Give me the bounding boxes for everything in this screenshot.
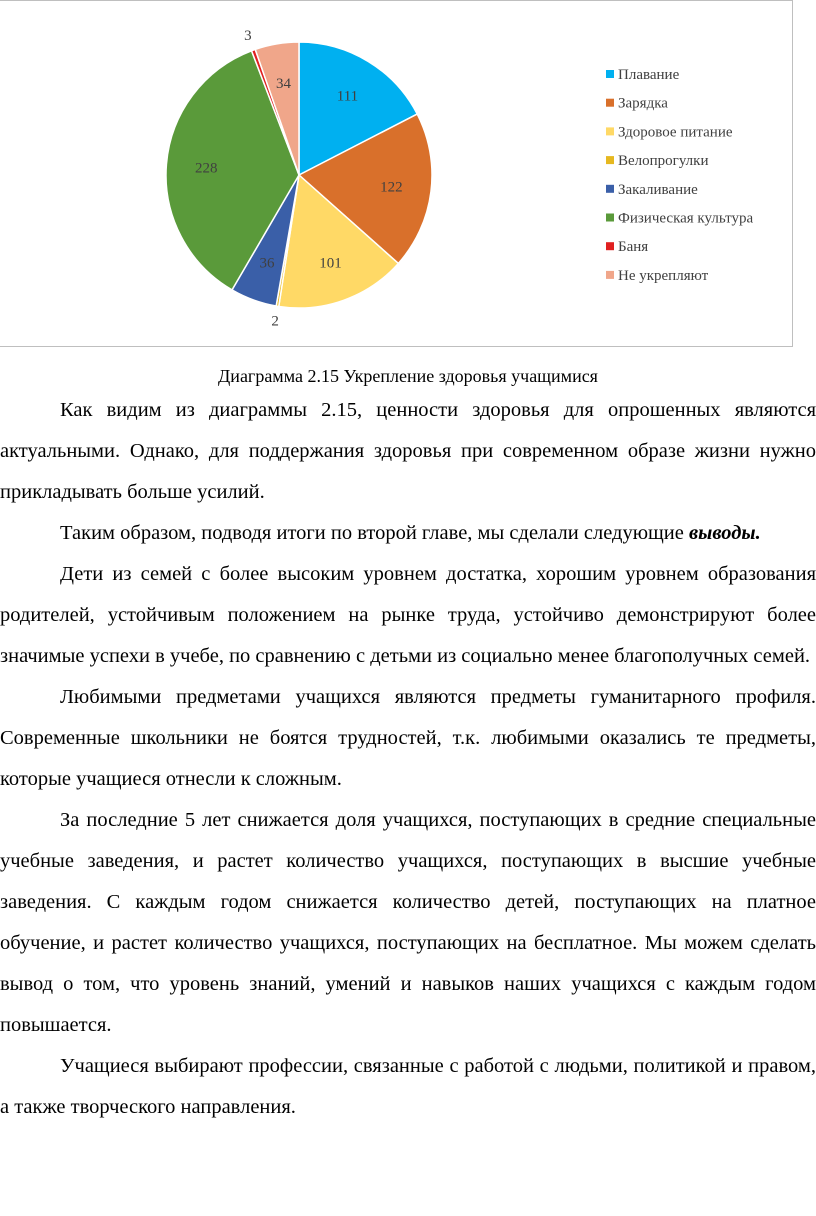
legend-swatch-велопрогулки (606, 156, 614, 164)
paragraph-2 (0, 513, 816, 554)
body-text (0, 390, 816, 1128)
paragraph-1: Как видим из диаграммы 2.15, ценности здоровья для опрошенных являются актуальными. Однако, для поддержания здоровья при современном образе жизни нужно прикладывать больше усилий. (0, 399, 816, 503)
legend-label-зарядка: Зарядка (618, 95, 668, 112)
legend-label-велопрогулки: Велопрогулки (618, 153, 709, 170)
legend-swatch-физическая-культура (606, 214, 614, 222)
legend-swatch-плавание (606, 70, 614, 78)
paragraph-3: Дети из семей с более высоким уровнем достатка, хорошим уровнем образования родителей, устойчивым положением на рынке труда, устойчиво демонстрируют более значимые успехи в учебе, по сравнению с детьми из социально менее благополучных семей. (0, 563, 816, 667)
legend-label-не-укрепляют: Не укрепляют (618, 267, 709, 284)
conclusions-word: выводы. (689, 522, 761, 544)
chart-container (0, 0, 793, 347)
chart-caption: Диаграмма 2.15 Укрепление здоровья учащимися (218, 366, 598, 386)
data-label-здоровое-питание: 101 (319, 255, 342, 272)
legend-label-здоровое-питание: Здоровое питание (618, 124, 733, 141)
paragraph-5: За последние 5 лет снижается доля учащихся, поступающих в средние специальные учебные заведения, и растет количество учащихся, поступающих в высшие учебные заведения. С каждым годом снижается количество детей, поступающих на платное обучение, и растет количество учащихся, поступающих на бесплатное. Мы можем сделать вывод о том, что уровень знаний, умений и навыков наших учащихся с каждым годом повышается. (0, 809, 816, 1036)
legend-label-физическая-культура: Физическая культура (618, 210, 754, 227)
legend-swatch-не-укрепляют (606, 271, 614, 279)
data-label-велопрогулки: 2 (271, 313, 279, 330)
legend-label-баня: Баня (618, 239, 649, 256)
data-label-баня: 3 (244, 28, 252, 45)
data-label-плавание: 111 (336, 88, 359, 105)
data-label-зарядка: 122 (380, 179, 403, 196)
legend-label-закаливание: Закаливание (618, 181, 698, 198)
data-label-закаливание: 36 (259, 255, 275, 272)
legend-label-плавание: Плавание (618, 67, 680, 83)
legend-swatch-здоровое-питание (606, 127, 614, 135)
pie-chart (0, 1, 793, 348)
data-label-не-укрепляют: 34 (275, 76, 291, 93)
legend-swatch-баня (606, 242, 614, 250)
paragraph-2-text: Таким образом, подводя итоги по второй главе, мы сделали следующие (60, 522, 690, 544)
legend-swatch-зарядка (606, 99, 614, 107)
data-label-физическая-культура: 228 (194, 160, 218, 177)
paragraph-4: Любимыми предметами учащихся являются предметы гуманитарного профиля. Современные школьники не боятся трудностей, т.к. любимыми оказались те предметы, которые учащиеся отнесли к сложным. (0, 686, 816, 790)
paragraph-6: Учащиеся выбирают профессии, связанные с работой с людьми, политикой и правом, а также творческого направления. (0, 1055, 816, 1118)
legend-swatch-закаливание (606, 185, 614, 193)
